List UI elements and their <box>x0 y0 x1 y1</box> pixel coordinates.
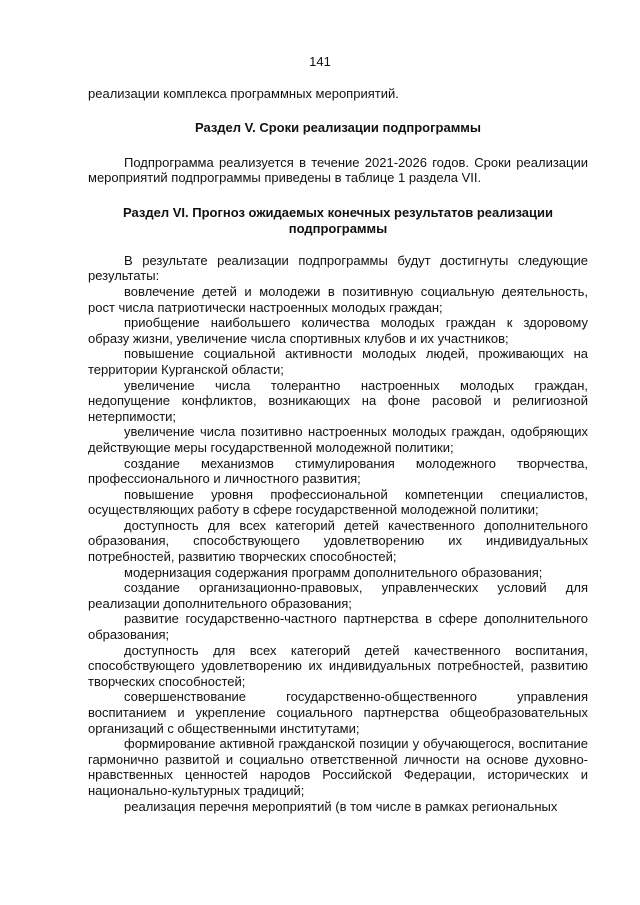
page-content <box>88 86 588 814</box>
result-item: вовлечение детей и молодежи в позитивную социальную деятельность, рост числа патриотически настроенных молодых граждан; <box>88 283 588 315</box>
intro-line: реализации комплекса программных мероприятий. <box>88 86 399 101</box>
result-item: повышение социальной активности молодых людей, проживающих на территории Курганской области; <box>88 346 588 377</box>
result-item: доступность для всех категорий детей качественного дополнительного образования, способствующего удовлетворению их индивидуальных потребностей, развитию творческих способностей; <box>88 517 588 565</box>
section-6-heading-line-1: Раздел VI. Прогноз ожидаемых конечных результатов реализации <box>123 204 553 220</box>
page-number: 141 <box>309 54 331 69</box>
result-item: повышение уровня профессиональной компетенции специалистов, осуществляющих работу в сфере государственной молодежной политики; <box>88 486 588 518</box>
result-item: приобщение наибольшего количества молодых граждан к здоровому образу жизни, увеличение числа спортивных клубов и их участников; <box>88 315 588 346</box>
section-6-intro: В результате реализации подпрограммы будут достигнуты следующие результаты: <box>88 252 588 284</box>
result-item: увеличение числа позитивно настроенных молодых граждан, одобряющих действующие меры государственной молодежной политики; <box>88 424 588 455</box>
result-item: создание механизмов стимулирования молодежного творчества, профессионального и личностного развития; <box>88 455 588 487</box>
result-item: развитие государственно-частного партнерства в сфере дополнительного образования; <box>88 611 588 643</box>
result-item: доступность для всех категорий детей качественного воспитания, способствующего удовлетворению их индивидуальных потребностей, развитию творческих способностей; <box>88 642 588 689</box>
section-5-heading: Раздел V. Сроки реализации подпрограммы <box>194 119 482 135</box>
result-item: совершенствование государственно-общественного управления воспитанием и укрепление социального партнерства общеобразовательных организаций с общественными институтами; <box>88 689 588 736</box>
result-item: увеличение числа толерантно настроенных молодых граждан, недопущение конфликтов, возникающих на фоне расовой и религиозной нетерпимости; <box>88 377 588 424</box>
section-5-text: Подпрограмма реализуется в течение 2021-2026 годов. Сроки реализации мероприятий подпрограммы приведены в таблице 1 раздела VII. <box>88 154 588 186</box>
result-item: реализация перечня мероприятий (в том числе в рамках региональных <box>124 798 558 814</box>
result-item: создание организационно-правовых, управленческих условий для реализации дополнительного образования; <box>88 580 588 611</box>
result-item: модернизация содержания программ дополнительного образования; <box>124 564 543 580</box>
section-6-heading-line-2: подпрограммы <box>288 220 388 236</box>
result-item: формирование активной гражданской позиции у обучающегося, воспитание гармонично развитой и социально ответственной личности на основе духовно-нравственных ценностей народов Российской Федерации, исторических и национально-культурных традиций; <box>88 736 588 798</box>
section-6-heading <box>88 205 588 237</box>
